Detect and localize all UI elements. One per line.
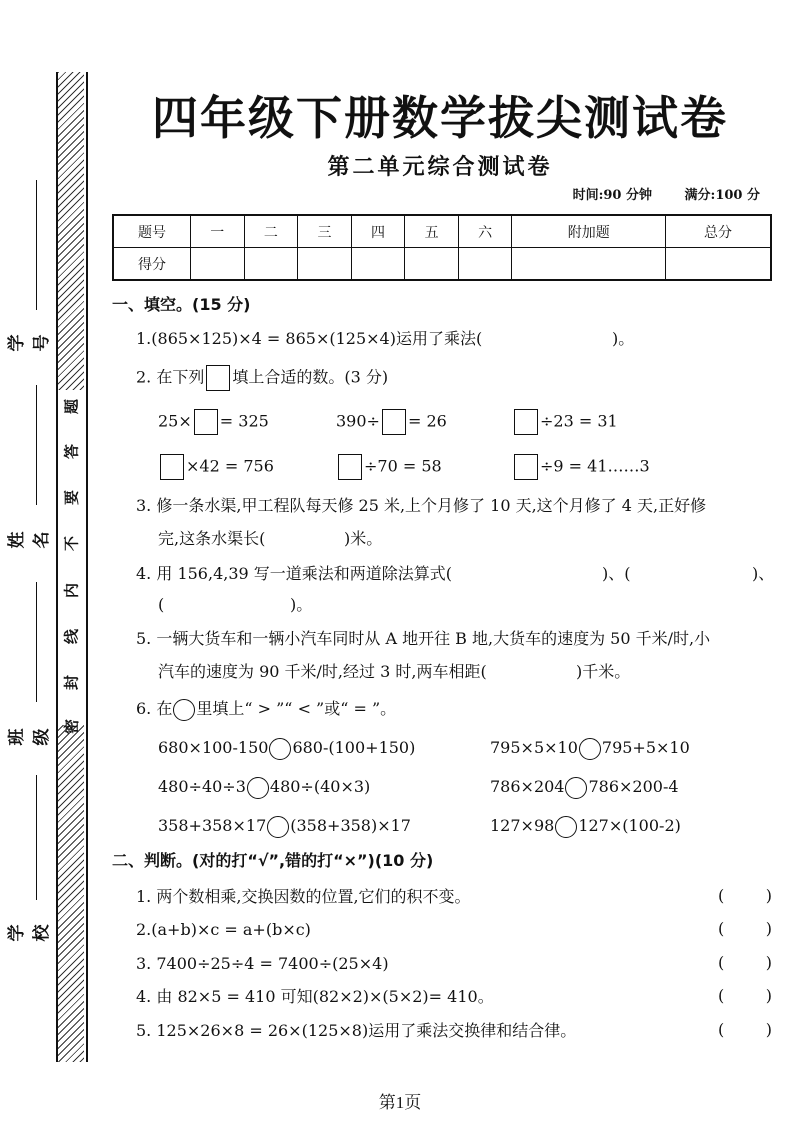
answer-box[interactable] (338, 454, 362, 480)
section-2-title: 二、判断。(对的打“√”,错的打“×”)(10 分) (112, 851, 434, 870)
full-score: 满分:100 分 (684, 188, 760, 203)
judge-answer-paren[interactable] (718, 986, 772, 1005)
q6-item (158, 815, 411, 838)
score-table (112, 214, 772, 281)
seal-char: 题 (62, 399, 81, 415)
score-input-cell[interactable] (458, 248, 512, 281)
name-label: 姓名 (7, 531, 52, 549)
question-1-4-line1b: )、( (602, 564, 631, 583)
page-subtitle: 第二单元综合测试卷 (327, 155, 553, 180)
compare-circle[interactable] (555, 816, 577, 838)
page-number: 第1页 (378, 1093, 422, 1112)
question-1-4-line1a: 4. 用 156,4,39 写一道乘法和两道除法算式( (136, 564, 453, 583)
binding-line-inner (56, 72, 58, 1062)
score-input-cell[interactable] (351, 248, 405, 281)
seal-char: 答 (62, 444, 81, 460)
student-id-label: 学号 (7, 334, 52, 352)
q2-item-after: ÷70 = 58 (364, 456, 442, 476)
q2-suffix: 填上合适的数。(3 分) (232, 367, 389, 387)
paren-open: ( (718, 1020, 725, 1039)
score-row-label: 得分 (113, 248, 191, 281)
judge-answer-paren[interactable] (718, 1020, 772, 1039)
q6-left: 795×5×10 (490, 738, 578, 757)
compare-circle[interactable] (267, 816, 289, 838)
seal-char: 不 (62, 536, 81, 552)
seal-char: 封 (62, 675, 81, 691)
class-field[interactable] (36, 582, 37, 702)
score-table-header-row (113, 215, 771, 248)
seal-char: 内 (62, 583, 81, 599)
q6-right: 127×(100-2) (578, 816, 681, 835)
q2-item (512, 409, 618, 435)
q6-item (490, 815, 681, 838)
q6-right: 786×200-4 (588, 777, 679, 796)
paren-open: ( (718, 886, 725, 905)
q6-item (158, 776, 370, 799)
score-input-cell[interactable] (244, 248, 298, 281)
q6-left: 480÷40÷3 (158, 777, 246, 796)
q2-item-after: ÷23 = 31 (540, 411, 618, 431)
time-limit: 时间:90 分钟 (572, 188, 652, 203)
question-1-6 (136, 698, 396, 721)
q2-item-after: ×42 = 756 (186, 456, 274, 476)
q6-right: 795+5×10 (601, 738, 690, 757)
q6-right: (358+358)×17 (290, 816, 411, 835)
q2-item-after: = 325 (219, 411, 269, 431)
score-table-cell: 二 (244, 215, 298, 248)
score-input-cell[interactable] (405, 248, 459, 281)
name-field[interactable] (36, 385, 37, 505)
q2-item-after: ÷9 = 41……3 (540, 456, 650, 476)
paren-open: ( (718, 953, 725, 972)
exam-meta (573, 184, 760, 203)
question-1-4-line2b: )。 (290, 595, 313, 614)
binding-line-outer (86, 72, 88, 1062)
q6-left: 358+358×17 (158, 816, 267, 835)
compare-circle[interactable] (269, 738, 291, 760)
score-input-cell[interactable] (512, 248, 666, 281)
judge-item: 1. 两个数相乘,交换因数的位置,它们的积不变。 (136, 887, 471, 906)
question-1-1-close: )。 (612, 329, 635, 348)
question-1-3-line2a: 完,这条水渠长( (158, 529, 266, 548)
answer-box[interactable] (514, 454, 538, 480)
q6-right: 480÷(40×3) (269, 777, 371, 796)
judge-item: 3. 7400÷25÷4 = 7400÷(25×4) (136, 954, 389, 973)
seal-char: 线 (62, 629, 81, 645)
score-table-cell: 六 (458, 215, 512, 248)
score-table-cell: 四 (351, 215, 405, 248)
compare-circle-icon (173, 699, 195, 721)
judge-item: 2.(a+b)×c = a+(b×c) (136, 920, 311, 939)
question-1-2 (136, 365, 388, 391)
answer-box[interactable] (194, 409, 218, 435)
score-table-cell: 三 (298, 215, 352, 248)
score-table-cell: 总分 (666, 215, 771, 248)
score-input-cell[interactable] (191, 248, 245, 281)
q6-item (490, 776, 679, 799)
student-id-field[interactable] (36, 180, 37, 310)
q2-item (336, 454, 442, 480)
score-table-cell: 一 (191, 215, 245, 248)
q2-item (158, 409, 269, 435)
q2-item (512, 454, 650, 480)
question-1-5-line2b: )千米。 (576, 662, 631, 681)
paren-close: ) (765, 886, 772, 905)
compare-circle[interactable] (579, 738, 601, 760)
binding-margin (0, 0, 100, 1130)
q2-item-before: 25× (158, 411, 192, 431)
score-input-cell[interactable] (298, 248, 352, 281)
question-1-3-line2b: )米。 (344, 529, 383, 548)
paren-close: ) (765, 919, 772, 938)
answer-box-icon (206, 365, 230, 391)
score-input-cell[interactable] (666, 248, 771, 281)
class-label: 班级 (7, 728, 52, 746)
question-1-3-line1: 3. 修一条水渠,甲工程队每天修 25 米,上个月修了 10 天,这个月修了 4 天,正好修 (136, 496, 707, 515)
question-1-5-line1: 5. 一辆大货车和一辆小汽车同时从 A 地开往 B 地,大货车的速度为 50 千米/时,小 (136, 629, 711, 648)
q6-left: 680×100-150 (158, 738, 269, 757)
paren-open: ( (718, 919, 725, 938)
q6-left: 127×98 (490, 816, 555, 835)
answer-box[interactable] (514, 409, 538, 435)
compare-circle[interactable] (565, 777, 587, 799)
seal-char: 密 (62, 719, 81, 735)
q2-item-before: 390÷ (336, 411, 380, 431)
judge-item: 5. 125×26×8 = 26×(125×8)运用了乘法交换律和结合律。 (136, 1021, 577, 1040)
q6-left: 786×204 (490, 777, 565, 796)
q6-suffix: 里填上“ > ”“ < ”或“ = ”。 (196, 699, 397, 718)
judge-answer-paren[interactable] (718, 953, 772, 972)
question-1-1: 1.(865×125)×4 = 865×(125×4)运用了乘法( (136, 329, 483, 348)
q2-item-after: = 26 (407, 411, 447, 431)
q6-item (490, 737, 690, 760)
score-table-cell: 附加题 (512, 215, 666, 248)
score-table-cell: 题号 (113, 215, 191, 248)
paren-close: ) (765, 986, 772, 1005)
judge-item: 4. 由 82×5 = 410 可知(82×2)×(5×2)= 410。 (136, 987, 494, 1006)
q6-item (158, 737, 415, 760)
q6-prefix: 6. 在 (136, 699, 173, 718)
question-1-4-line1c: )、 (752, 564, 775, 583)
q2-item (336, 409, 447, 435)
question-1-4-line2a: ( (158, 595, 165, 614)
paren-close: ) (765, 1020, 772, 1039)
compare-circle[interactable] (247, 777, 269, 799)
score-table-score-row (113, 248, 771, 281)
page-title: 四年级下册数学拔尖测试卷 (152, 91, 728, 145)
answer-box[interactable] (160, 454, 184, 480)
answer-box[interactable] (382, 409, 406, 435)
q6-right: 680-(100+150) (292, 738, 416, 757)
q2-prefix: 2. 在下列 (136, 367, 205, 387)
paren-close: ) (765, 953, 772, 972)
score-table-cell: 五 (405, 215, 459, 248)
judge-answer-paren[interactable] (718, 886, 772, 905)
q2-item (158, 454, 274, 480)
school-field[interactable] (36, 775, 37, 900)
section-1-title: 一、填空。(15 分) (112, 295, 251, 314)
paren-open: ( (718, 986, 725, 1005)
judge-answer-paren[interactable] (718, 919, 772, 938)
question-1-5-line2a: 汽车的速度为 90 千米/时,经过 3 时,两车相距( (158, 662, 487, 681)
seal-char: 要 (62, 490, 81, 506)
school-label: 学校 (7, 924, 52, 942)
